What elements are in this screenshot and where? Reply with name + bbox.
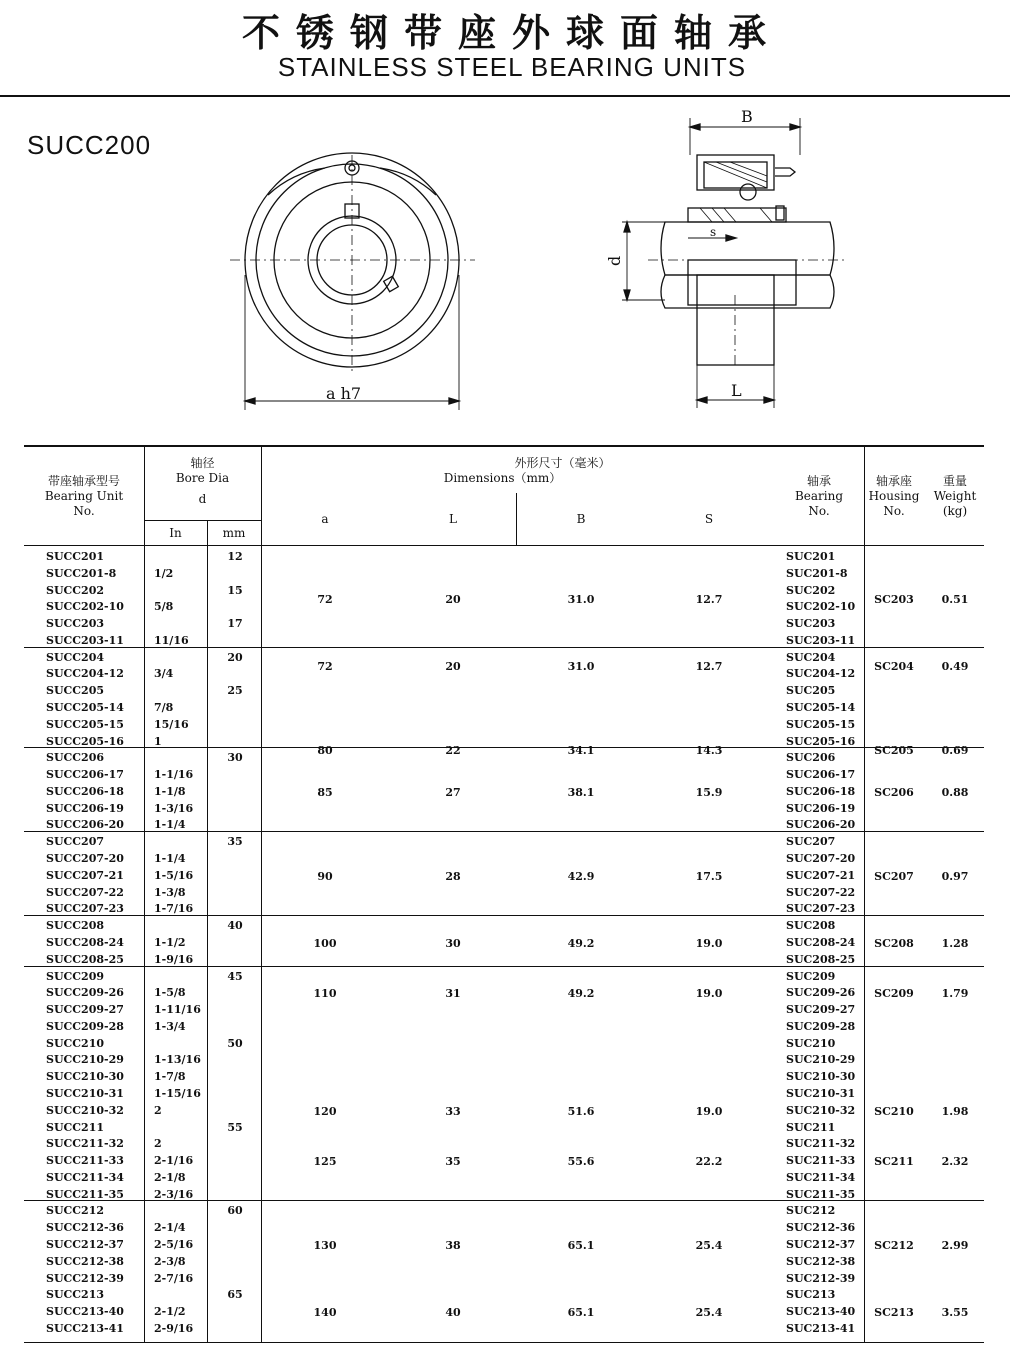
bearing-no-cell: SUC204-12 bbox=[786, 667, 856, 681]
weight-value: 1.98 bbox=[941, 1104, 969, 1118]
S-value: 25.4 bbox=[695, 1238, 723, 1252]
S-value: 22.2 bbox=[695, 1155, 723, 1169]
bearing-no-cell: SUC210-30 bbox=[786, 1070, 856, 1084]
S-value: 12.7 bbox=[695, 660, 723, 674]
unit-no-cell: SUCC211-32 bbox=[46, 1137, 124, 1151]
unit-no-cell: SUCC211-33 bbox=[46, 1154, 124, 1168]
a-value: 140 bbox=[313, 1306, 337, 1320]
unit-no-cell: SUCC203 bbox=[46, 617, 105, 631]
bore-in-cell: 2 bbox=[154, 1137, 162, 1151]
bore-mm-cell: 45 bbox=[227, 969, 243, 983]
header-bearing-unit: 带座轴承型号 Bearing Unit No. bbox=[44, 474, 124, 518]
bore-in-cell: 1-1/2 bbox=[154, 935, 186, 949]
dim-L-label: L bbox=[731, 381, 742, 400]
B-value: 65.1 bbox=[567, 1306, 595, 1320]
bearing-no-cell: SUC211-33 bbox=[786, 1154, 856, 1168]
table-row bbox=[0, 1002, 1024, 1019]
table-row bbox=[0, 1120, 1024, 1137]
unit-no-cell: SUCC205-15 bbox=[46, 717, 124, 731]
bearing-no-cell: SUC203 bbox=[786, 617, 836, 631]
B-value: 34.1 bbox=[567, 743, 595, 757]
housing-no-value: SC211 bbox=[874, 1155, 914, 1169]
table-row bbox=[0, 1271, 1024, 1288]
housing-no-value: SC206 bbox=[874, 785, 914, 799]
bearing-no-cell: SUC202-10 bbox=[786, 600, 856, 614]
bearing-no-cell: SUC211-32 bbox=[786, 1137, 856, 1151]
bore-in-cell: 7/8 bbox=[154, 701, 174, 715]
front-view bbox=[230, 153, 475, 410]
col-divider bbox=[516, 493, 517, 545]
L-value: 38 bbox=[445, 1238, 461, 1252]
unit-no-cell: SUCC207-21 bbox=[46, 868, 124, 882]
bearing-no-cell: SUC207-22 bbox=[786, 885, 856, 899]
B-value: 51.6 bbox=[567, 1104, 595, 1118]
unit-no-cell: SUCC208-25 bbox=[46, 952, 124, 966]
bearing-no-cell: SUC205 bbox=[786, 684, 836, 698]
unit-no-cell: SUCC210-29 bbox=[46, 1053, 124, 1067]
bearing-no-cell: SUC207-21 bbox=[786, 868, 856, 882]
unit-no-cell: SUCC213-41 bbox=[46, 1321, 124, 1335]
table-row bbox=[0, 1321, 1024, 1338]
bore-in-cell: 5/8 bbox=[154, 600, 174, 614]
a-value: 110 bbox=[313, 987, 337, 1001]
table-row bbox=[0, 1203, 1024, 1220]
bearing-no-cell: SUC210 bbox=[786, 1036, 836, 1050]
L-value: 20 bbox=[445, 660, 461, 674]
B-value: 31.0 bbox=[567, 660, 595, 674]
housing-no-value: SC204 bbox=[874, 660, 914, 674]
table-row bbox=[0, 566, 1024, 583]
bore-subrule bbox=[144, 520, 261, 521]
header-bearing-no: 轴承 Bearing No. bbox=[794, 474, 844, 518]
bearing-no-cell: SUC205-14 bbox=[786, 701, 856, 715]
header-dimensions: 外形尺寸（毫米） Dimensions（mm） bbox=[443, 456, 611, 485]
a-value: 80 bbox=[317, 743, 333, 757]
bore-in-cell: 1-1/4 bbox=[154, 818, 186, 832]
unit-no-cell: SUCC206-19 bbox=[46, 801, 124, 815]
table-row bbox=[0, 817, 1024, 834]
bearing-no-cell: SUC209 bbox=[786, 969, 836, 983]
bore-in-cell: 2-1/2 bbox=[154, 1305, 186, 1319]
dim-d-label: d bbox=[605, 255, 624, 266]
bearing-no-cell: SUC208-25 bbox=[786, 952, 856, 966]
model-label: SUCC200 bbox=[27, 130, 152, 160]
bore-mm-cell: 25 bbox=[227, 684, 243, 698]
unit-no-cell: SUCC206 bbox=[46, 751, 105, 765]
table-row bbox=[0, 616, 1024, 633]
table-row bbox=[0, 918, 1024, 935]
bore-in-cell: 2-1/4 bbox=[154, 1221, 186, 1235]
a-value: 85 bbox=[317, 785, 333, 799]
L-value: 35 bbox=[445, 1155, 461, 1169]
bore-mm-cell: 12 bbox=[227, 550, 243, 563]
weight-value: 2.32 bbox=[941, 1155, 969, 1169]
bore-in-cell: 1-5/16 bbox=[154, 868, 194, 882]
unit-no-cell: SUCC212 bbox=[46, 1204, 105, 1218]
unit-no-cell: SUCC203-11 bbox=[46, 633, 124, 647]
unit-no-cell: SUCC207 bbox=[46, 835, 105, 849]
bore-in-cell: 1-13/16 bbox=[154, 1053, 201, 1067]
table-row bbox=[0, 1287, 1024, 1304]
bore-in-cell: 1-9/16 bbox=[154, 952, 194, 966]
S-value: 17.5 bbox=[695, 869, 723, 883]
B-value: 49.2 bbox=[567, 936, 595, 950]
header-S: S bbox=[704, 512, 714, 526]
header-in: In bbox=[169, 526, 182, 540]
bearing-no-cell: SUC209-27 bbox=[786, 1003, 856, 1017]
bore-in-cell: 1-11/16 bbox=[154, 1003, 201, 1017]
unit-no-cell: SUCC202-10 bbox=[46, 600, 124, 614]
table-row bbox=[0, 767, 1024, 784]
unit-no-cell: SUCC204-12 bbox=[46, 667, 124, 681]
bore-in-cell: 1-1/16 bbox=[154, 768, 194, 782]
housing-no-value: SC208 bbox=[874, 936, 914, 950]
L-value: 33 bbox=[445, 1104, 461, 1118]
S-value: 19.0 bbox=[695, 987, 723, 1001]
bore-in-cell: 2-3/16 bbox=[154, 1187, 194, 1201]
housing-no-value: SC205 bbox=[874, 743, 914, 757]
weight-value: 0.49 bbox=[941, 660, 969, 674]
bore-mm-cell: 40 bbox=[227, 919, 243, 933]
table-row bbox=[0, 1086, 1024, 1103]
unit-no-cell: SUCC209-27 bbox=[46, 1003, 124, 1017]
header-L: L bbox=[449, 512, 457, 526]
unit-no-cell: SUCC207-23 bbox=[46, 902, 124, 916]
bore-in-cell: 1-3/16 bbox=[154, 801, 194, 815]
housing-no-value: SC213 bbox=[874, 1306, 914, 1320]
bore-in-cell: 1-1/8 bbox=[154, 784, 186, 798]
bearing-no-cell: SUC206-20 bbox=[786, 818, 856, 832]
table-row bbox=[0, 1052, 1024, 1069]
bearing-no-cell: SUC207-20 bbox=[786, 852, 856, 866]
unit-no-cell: SUCC204 bbox=[46, 650, 105, 664]
bore-in-cell: 1-1/4 bbox=[154, 852, 186, 866]
table-row bbox=[0, 1187, 1024, 1204]
L-value: 40 bbox=[445, 1306, 461, 1320]
header-divider bbox=[0, 95, 1010, 97]
bearing-no-cell: SUC210-32 bbox=[786, 1103, 856, 1117]
bearing-no-cell: SUC212-36 bbox=[786, 1221, 856, 1235]
B-value: 38.1 bbox=[567, 785, 595, 799]
L-value: 22 bbox=[445, 743, 461, 757]
side-view bbox=[622, 118, 845, 408]
unit-no-cell: SUCC213-40 bbox=[46, 1305, 124, 1319]
bore-in-cell: 1-7/8 bbox=[154, 1070, 186, 1084]
housing-no-value: SC212 bbox=[874, 1238, 914, 1252]
L-value: 27 bbox=[445, 785, 461, 799]
bearing-no-cell: SUC212-39 bbox=[786, 1271, 856, 1285]
L-value: 20 bbox=[445, 592, 461, 606]
table-bottom-rule bbox=[24, 1342, 984, 1343]
weight-value: 0.51 bbox=[941, 592, 969, 606]
a-value: 72 bbox=[317, 592, 333, 606]
bearing-no-cell: SUC207-23 bbox=[786, 902, 856, 916]
bearing-no-cell: SUC206-19 bbox=[786, 801, 856, 815]
unit-no-cell: SUCC212-36 bbox=[46, 1221, 124, 1235]
bearing-no-cell: SUC211-35 bbox=[786, 1187, 856, 1201]
header-weight: 重量 Weight (kg) bbox=[933, 474, 977, 518]
weight-value: 0.97 bbox=[941, 869, 969, 883]
bearing-no-cell: SUC205-15 bbox=[786, 717, 856, 731]
unit-no-cell: SUCC206-17 bbox=[46, 768, 124, 782]
weight-value: 3.55 bbox=[941, 1306, 969, 1320]
table-row bbox=[0, 834, 1024, 851]
bore-in-cell: 2-9/16 bbox=[154, 1321, 194, 1335]
table-row bbox=[0, 1170, 1024, 1187]
bearing-no-cell: SUC203-11 bbox=[786, 633, 856, 647]
unit-no-cell: SUCC207-22 bbox=[46, 885, 124, 899]
L-value: 28 bbox=[445, 869, 461, 883]
table-row bbox=[0, 700, 1024, 717]
unit-no-cell: SUCC202 bbox=[46, 583, 105, 597]
unit-no-cell: SUCC208-24 bbox=[46, 935, 124, 949]
table-row bbox=[0, 1136, 1024, 1153]
bore-mm-cell: 60 bbox=[227, 1204, 243, 1218]
table-row bbox=[0, 683, 1024, 700]
bearing-no-cell: SUC208-24 bbox=[786, 935, 856, 949]
table-row bbox=[0, 801, 1024, 818]
bore-in-cell: 1-7/16 bbox=[154, 902, 194, 916]
bearing-no-cell: SUC212-38 bbox=[786, 1254, 856, 1268]
page-title-cn: 不锈钢带座外球面轴承 bbox=[241, 11, 782, 55]
bore-mm-cell: 17 bbox=[227, 617, 243, 631]
unit-no-cell: SUCC201 bbox=[46, 550, 105, 563]
bore-mm-cell: 35 bbox=[227, 835, 243, 849]
bearing-no-cell: SUC206-18 bbox=[786, 784, 856, 798]
header-bore-dia: 轴径 Bore Dia d bbox=[175, 456, 230, 506]
bore-in-cell: 3/4 bbox=[154, 667, 174, 681]
unit-no-cell: SUCC211 bbox=[46, 1120, 105, 1134]
B-value: 31.0 bbox=[567, 592, 595, 606]
bore-in-cell: 1-5/8 bbox=[154, 986, 186, 1000]
header-B: B bbox=[576, 512, 586, 526]
page-title-en: STAINLESS STEEL BEARING UNITS bbox=[277, 52, 747, 82]
unit-no-cell: SUCC206-18 bbox=[46, 784, 124, 798]
table-top-rule bbox=[24, 445, 984, 447]
housing-no-value: SC203 bbox=[874, 592, 914, 606]
unit-no-cell: SUCC201-8 bbox=[46, 566, 117, 580]
table-row bbox=[0, 901, 1024, 918]
S-value: 19.0 bbox=[695, 1104, 723, 1118]
unit-no-cell: SUCC205-14 bbox=[46, 701, 124, 715]
bearing-no-cell: SUC209-28 bbox=[786, 1019, 856, 1033]
table-row bbox=[0, 549, 1024, 566]
table-header-rule bbox=[24, 545, 984, 546]
unit-no-cell: SUCC206-20 bbox=[46, 818, 124, 832]
unit-no-cell: SUCC213 bbox=[46, 1288, 105, 1302]
B-value: 49.2 bbox=[567, 987, 595, 1001]
bore-mm-cell: 50 bbox=[227, 1036, 243, 1050]
bore-in-cell: 1/2 bbox=[154, 566, 174, 580]
bearing-no-cell: SUC201 bbox=[786, 550, 836, 563]
S-value: 14.3 bbox=[695, 743, 723, 757]
bore-mm-cell: 55 bbox=[227, 1120, 243, 1134]
unit-no-cell: SUCC212-37 bbox=[46, 1237, 124, 1251]
bore-in-cell: 1 bbox=[154, 734, 162, 748]
table-row bbox=[0, 1254, 1024, 1271]
table-row bbox=[0, 1220, 1024, 1237]
unit-no-cell: SUCC210-31 bbox=[46, 1086, 124, 1100]
weight-value: 1.28 bbox=[941, 936, 969, 950]
unit-no-cell: SUCC211-34 bbox=[46, 1170, 124, 1184]
a-value: 100 bbox=[313, 936, 337, 950]
bearing-no-cell: SUC204 bbox=[786, 650, 836, 664]
S-value: 15.9 bbox=[695, 785, 723, 799]
table-row bbox=[0, 1069, 1024, 1086]
housing-no-value: SC207 bbox=[874, 869, 914, 883]
unit-no-cell: SUCC211-35 bbox=[46, 1187, 124, 1201]
housing-no-value: SC210 bbox=[874, 1104, 914, 1118]
table-row bbox=[0, 969, 1024, 986]
bearing-no-cell: SUC201-8 bbox=[786, 566, 848, 580]
bearing-no-cell: SUC207 bbox=[786, 835, 836, 849]
a-value: 90 bbox=[317, 869, 333, 883]
bore-in-cell: 1-3/8 bbox=[154, 885, 186, 899]
bore-in-cell: 11/16 bbox=[154, 633, 189, 647]
unit-no-cell: SUCC210-30 bbox=[46, 1070, 124, 1084]
header-housing-no: 轴承座 Housing No. bbox=[868, 474, 920, 518]
bearing-drawing bbox=[0, 100, 1024, 420]
table-row bbox=[0, 952, 1024, 969]
unit-no-cell: SUCC210-32 bbox=[46, 1103, 124, 1117]
unit-no-cell: SUCC207-20 bbox=[46, 852, 124, 866]
bearing-no-cell: SUC205-16 bbox=[786, 734, 856, 748]
dim-B-label: B bbox=[741, 107, 753, 126]
dim-a-label: a h7 bbox=[326, 384, 362, 403]
bore-in-cell: 1-15/16 bbox=[154, 1086, 201, 1100]
bore-in-cell: 2-1/16 bbox=[154, 1154, 194, 1168]
bearing-no-cell: SUC211-34 bbox=[786, 1170, 856, 1184]
unit-no-cell: SUCC209-26 bbox=[46, 986, 124, 1000]
unit-no-cell: SUCC208 bbox=[46, 919, 105, 933]
bearing-no-cell: SUC202 bbox=[786, 583, 836, 597]
L-value: 30 bbox=[445, 936, 461, 950]
table-row bbox=[0, 885, 1024, 902]
weight-value: 0.69 bbox=[941, 743, 969, 757]
unit-no-cell: SUCC212-39 bbox=[46, 1271, 124, 1285]
table-row bbox=[0, 851, 1024, 868]
a-value: 72 bbox=[317, 660, 333, 674]
bore-in-cell: 2-3/8 bbox=[154, 1254, 186, 1268]
S-value: 12.7 bbox=[695, 592, 723, 606]
unit-no-cell: SUCC212-38 bbox=[46, 1254, 124, 1268]
bearing-no-cell: SUC210-31 bbox=[786, 1086, 856, 1100]
unit-no-cell: SUCC209 bbox=[46, 969, 105, 983]
a-value: 130 bbox=[313, 1238, 337, 1252]
bearing-no-cell: SUC213-40 bbox=[786, 1305, 856, 1319]
bearing-no-cell: SUC206-17 bbox=[786, 768, 856, 782]
bearing-no-cell: SUC213-41 bbox=[786, 1321, 856, 1335]
dim-s-label: s bbox=[710, 225, 717, 239]
housing-no-value: SC209 bbox=[874, 987, 914, 1001]
unit-no-cell: SUCC210 bbox=[46, 1036, 105, 1050]
bore-in-cell: 2-1/8 bbox=[154, 1170, 186, 1184]
bearing-no-cell: SUC209-26 bbox=[786, 986, 856, 1000]
unit-no-cell: SUCC205-16 bbox=[46, 734, 124, 748]
weight-value: 1.79 bbox=[941, 987, 969, 1001]
bore-in-cell: 2-7/16 bbox=[154, 1271, 194, 1285]
table-row bbox=[0, 717, 1024, 734]
weight-value: 2.99 bbox=[941, 1238, 969, 1252]
bore-in-cell: 1-3/4 bbox=[154, 1019, 186, 1033]
S-value: 25.4 bbox=[695, 1306, 723, 1320]
a-value: 120 bbox=[313, 1104, 337, 1118]
weight-value: 0.88 bbox=[941, 785, 969, 799]
L-value: 31 bbox=[445, 987, 461, 1001]
bore-mm-cell: 65 bbox=[227, 1288, 243, 1302]
bore-in-cell: 2 bbox=[154, 1103, 162, 1117]
bore-in-cell: 15/16 bbox=[154, 717, 189, 731]
B-value: 55.6 bbox=[567, 1155, 595, 1169]
bearing-no-cell: SUC208 bbox=[786, 919, 836, 933]
bearing-no-cell: SUC213 bbox=[786, 1288, 836, 1302]
header-mm: mm bbox=[222, 526, 246, 540]
bearing-no-cell: SUC206 bbox=[786, 751, 836, 765]
table-row bbox=[0, 1019, 1024, 1036]
bore-mm-cell: 20 bbox=[227, 650, 243, 664]
bore-mm-cell: 15 bbox=[227, 583, 243, 597]
a-value: 125 bbox=[313, 1155, 337, 1169]
B-value: 42.9 bbox=[567, 869, 595, 883]
unit-no-cell: SUCC209-28 bbox=[46, 1019, 124, 1033]
bearing-no-cell: SUC211 bbox=[786, 1120, 836, 1134]
bearing-no-cell: SUC210-29 bbox=[786, 1053, 856, 1067]
table-row bbox=[0, 1036, 1024, 1053]
bearing-no-cell: SUC212-37 bbox=[786, 1237, 856, 1251]
bore-mm-cell: 30 bbox=[227, 751, 243, 765]
S-value: 19.0 bbox=[695, 936, 723, 950]
B-value: 65.1 bbox=[567, 1238, 595, 1252]
bearing-no-cell: SUC212 bbox=[786, 1204, 836, 1218]
table-row bbox=[0, 633, 1024, 650]
bore-in-cell: 2-5/16 bbox=[154, 1237, 194, 1251]
unit-no-cell: SUCC205 bbox=[46, 684, 105, 698]
header-a: a bbox=[321, 512, 329, 526]
